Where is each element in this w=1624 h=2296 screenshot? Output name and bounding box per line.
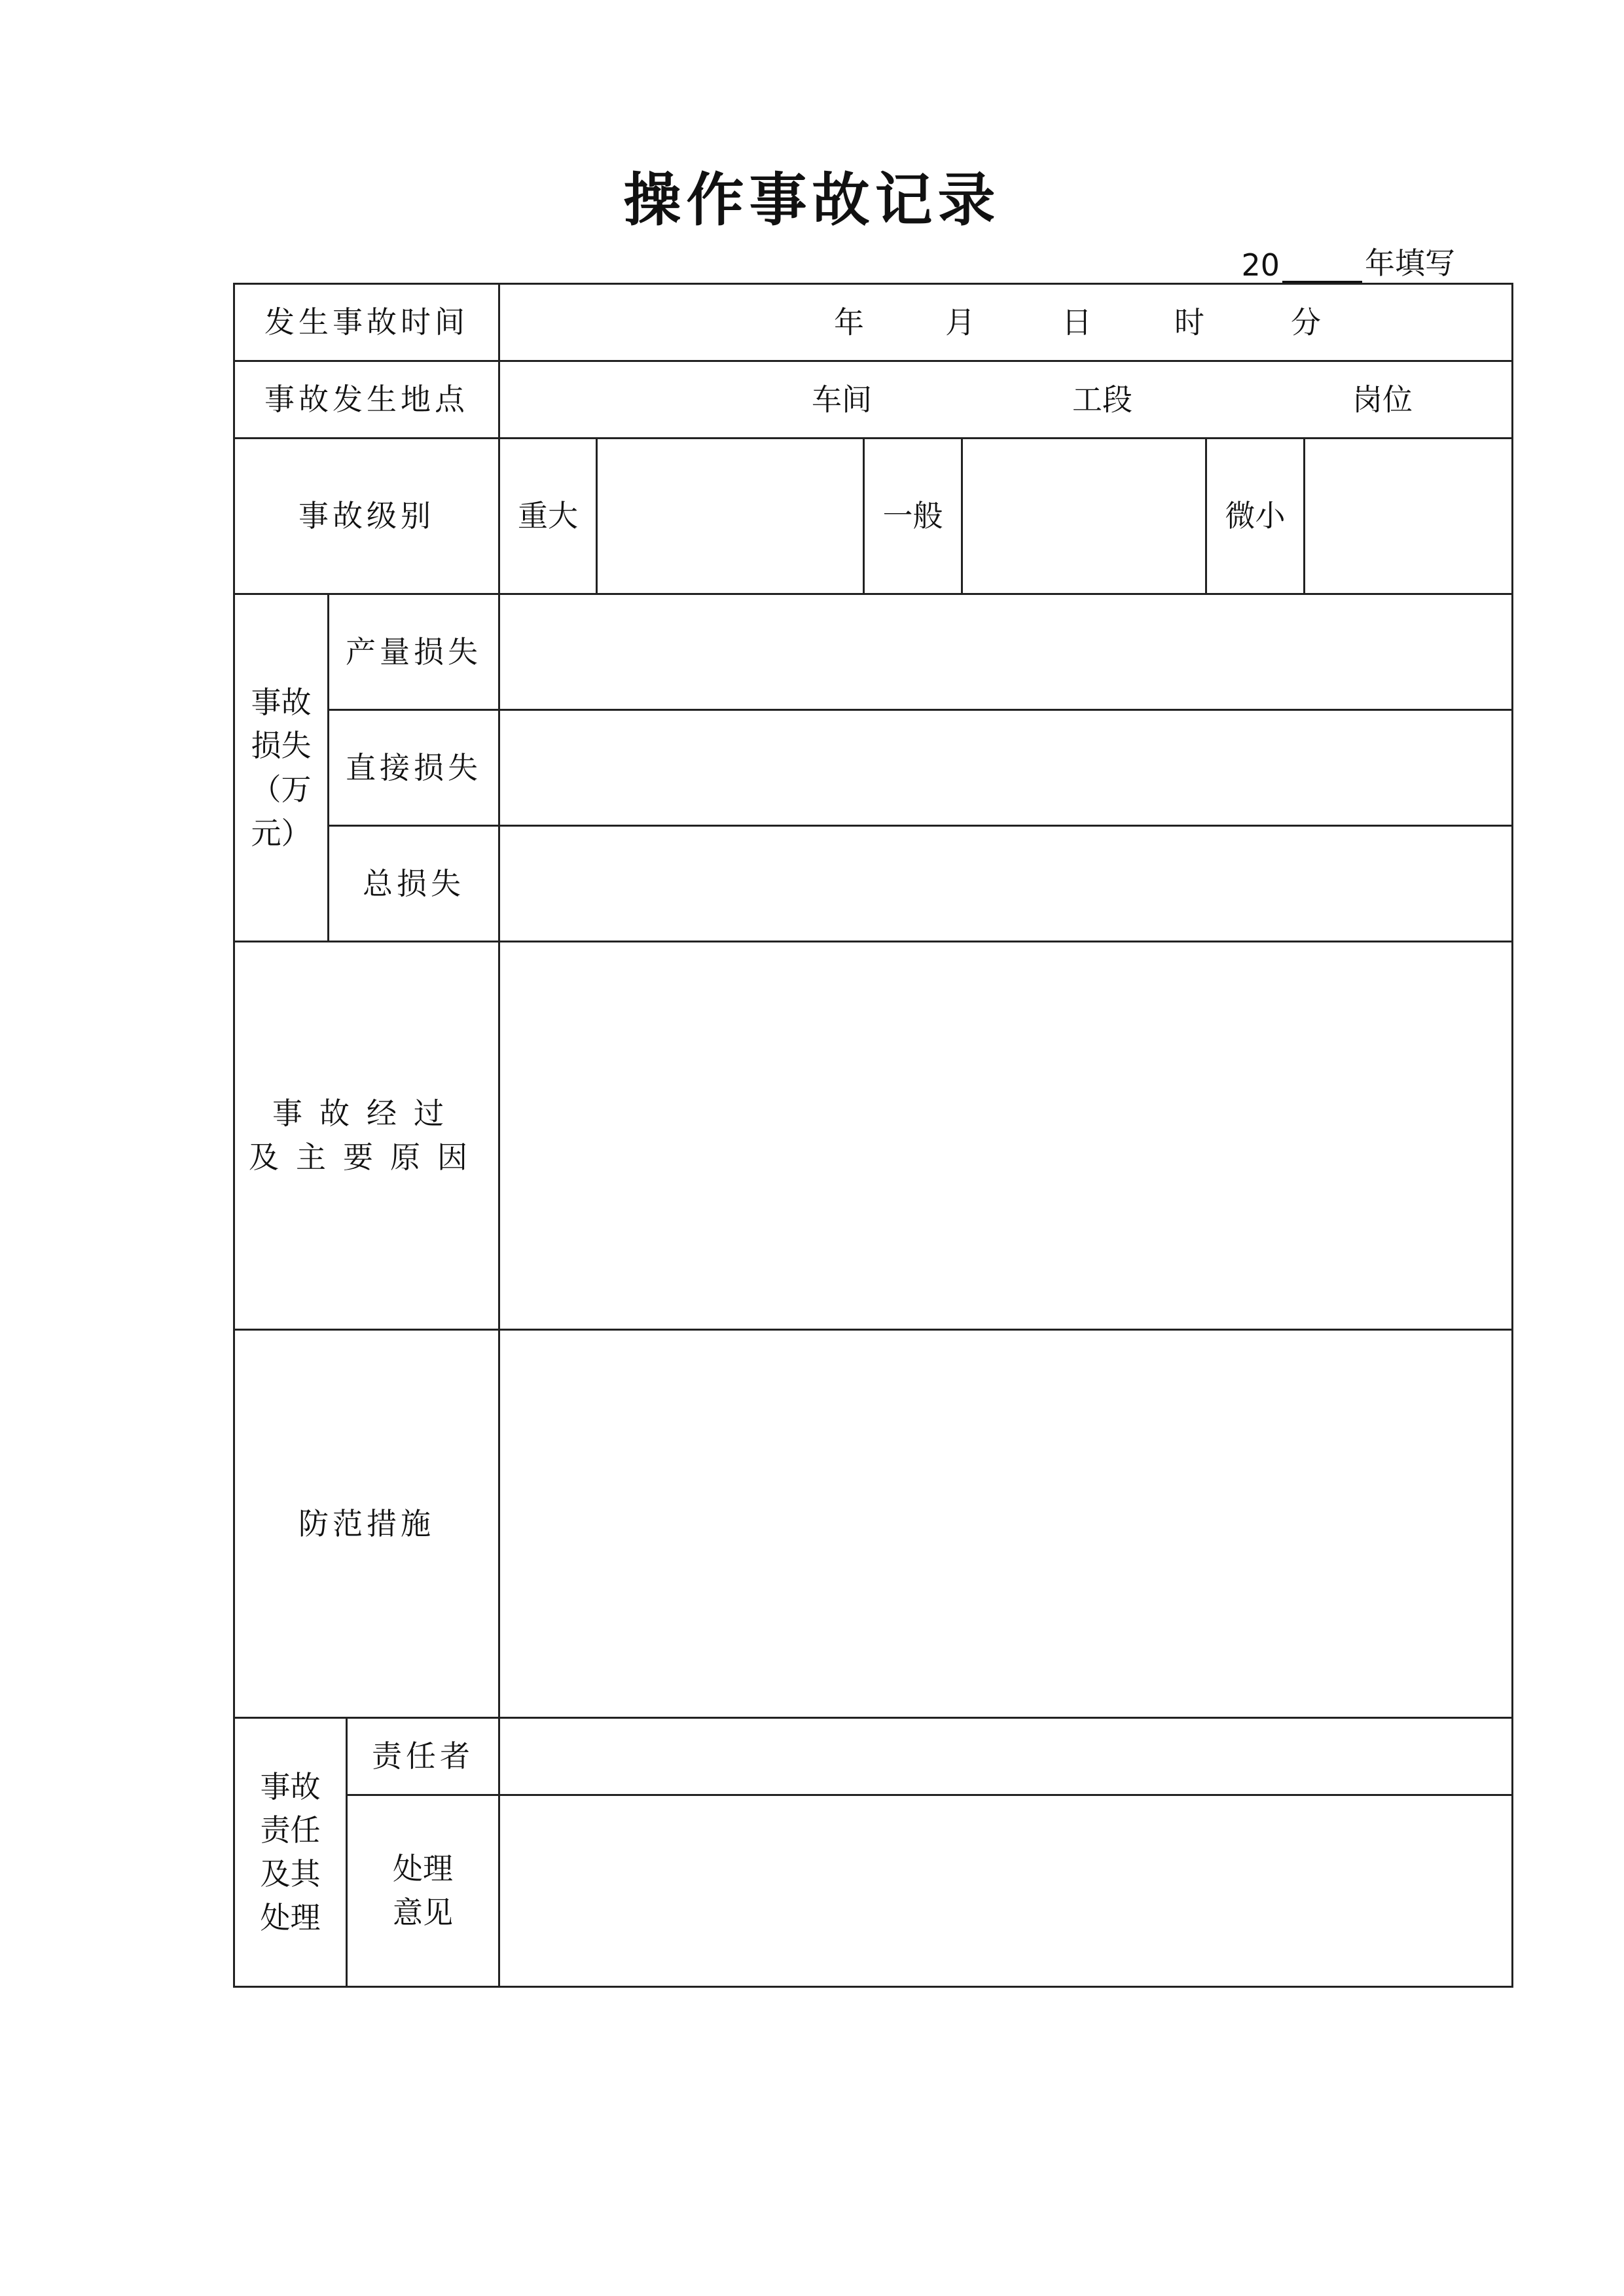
month-unit: 月	[945, 304, 975, 340]
post-unit: 岗位	[1352, 382, 1413, 418]
responsibility-line3: 及其	[260, 1856, 321, 1892]
fill-year-line	[1241, 240, 1455, 283]
loss-label-line1: 事故	[251, 684, 312, 720]
opinion-line2: 意见	[393, 1895, 453, 1930]
row-direct-loss	[234, 710, 1513, 826]
accident-time-field[interactable]	[499, 284, 1513, 361]
process-label-line2: 及主要原因	[249, 1139, 484, 1175]
accident-location-label: 事故发生地点	[234, 361, 499, 439]
year-unit: 年	[834, 304, 864, 340]
row-prevention	[234, 1330, 1513, 1718]
accident-process-label	[234, 942, 499, 1330]
row-total-loss	[234, 826, 1513, 942]
responsibility-line2: 责任	[260, 1812, 321, 1848]
direct-loss-field[interactable]	[499, 710, 1513, 826]
workshop-unit: 车间	[812, 382, 872, 418]
level-general-field[interactable]	[962, 439, 1206, 594]
prevention-label: 防范措施	[234, 1330, 499, 1718]
production-loss-label: 产量损失	[329, 594, 499, 710]
level-general-label: 一般	[864, 439, 962, 594]
responsibility-label	[234, 1718, 347, 1987]
row-responsible-person	[234, 1718, 1513, 1795]
direct-loss-label: 直接损失	[329, 710, 499, 826]
row-accident-level	[234, 439, 1513, 594]
minute-unit: 分	[1291, 304, 1321, 340]
level-major-field[interactable]	[597, 439, 864, 594]
accident-loss-label	[234, 594, 329, 942]
accident-record-table	[233, 283, 1513, 1988]
hour-unit: 时	[1174, 304, 1204, 340]
fill-year-prefix: 20	[1241, 247, 1280, 283]
responsibility-line1: 事故	[260, 1768, 321, 1804]
loss-label-line4: 元）	[251, 815, 312, 851]
row-accident-process	[234, 942, 1513, 1330]
day-unit: 日	[1062, 304, 1092, 340]
handling-opinion-field[interactable]	[499, 1795, 1513, 1987]
total-loss-label: 总损失	[329, 826, 499, 942]
level-major-label: 重大	[499, 439, 597, 594]
process-label-line1: 事故经过	[272, 1096, 461, 1132]
fill-year-suffix: 年填写	[1365, 245, 1455, 281]
accident-location-field[interactable]	[499, 361, 1513, 439]
accident-level-label: 事故级别	[234, 439, 499, 594]
handling-opinion-label	[347, 1795, 499, 1987]
row-production-loss	[234, 594, 1513, 710]
responsible-person-field[interactable]	[499, 1718, 1513, 1795]
fill-year-blank[interactable]	[1282, 252, 1362, 283]
production-loss-field[interactable]	[499, 594, 1513, 710]
accident-time-label: 发生事故时间	[234, 284, 499, 361]
accident-process-field[interactable]	[499, 942, 1513, 1330]
row-handling-opinion	[234, 1795, 1513, 1987]
total-loss-field[interactable]	[499, 826, 1513, 942]
level-minor-field[interactable]	[1305, 439, 1513, 594]
responsible-person-label: 责任者	[347, 1718, 499, 1795]
page-title: 操作事故记录	[623, 166, 1001, 234]
row-accident-location	[234, 361, 1513, 439]
responsibility-line4: 处理	[260, 1899, 321, 1935]
loss-label-line3: （万	[251, 772, 312, 807]
opinion-line1: 处理	[393, 1851, 453, 1887]
loss-label-line2: 损失	[251, 728, 312, 764]
level-minor-label: 微小	[1206, 439, 1305, 594]
prevention-field[interactable]	[499, 1330, 1513, 1718]
row-accident-time	[234, 284, 1513, 361]
section-unit: 工段	[1072, 382, 1132, 418]
